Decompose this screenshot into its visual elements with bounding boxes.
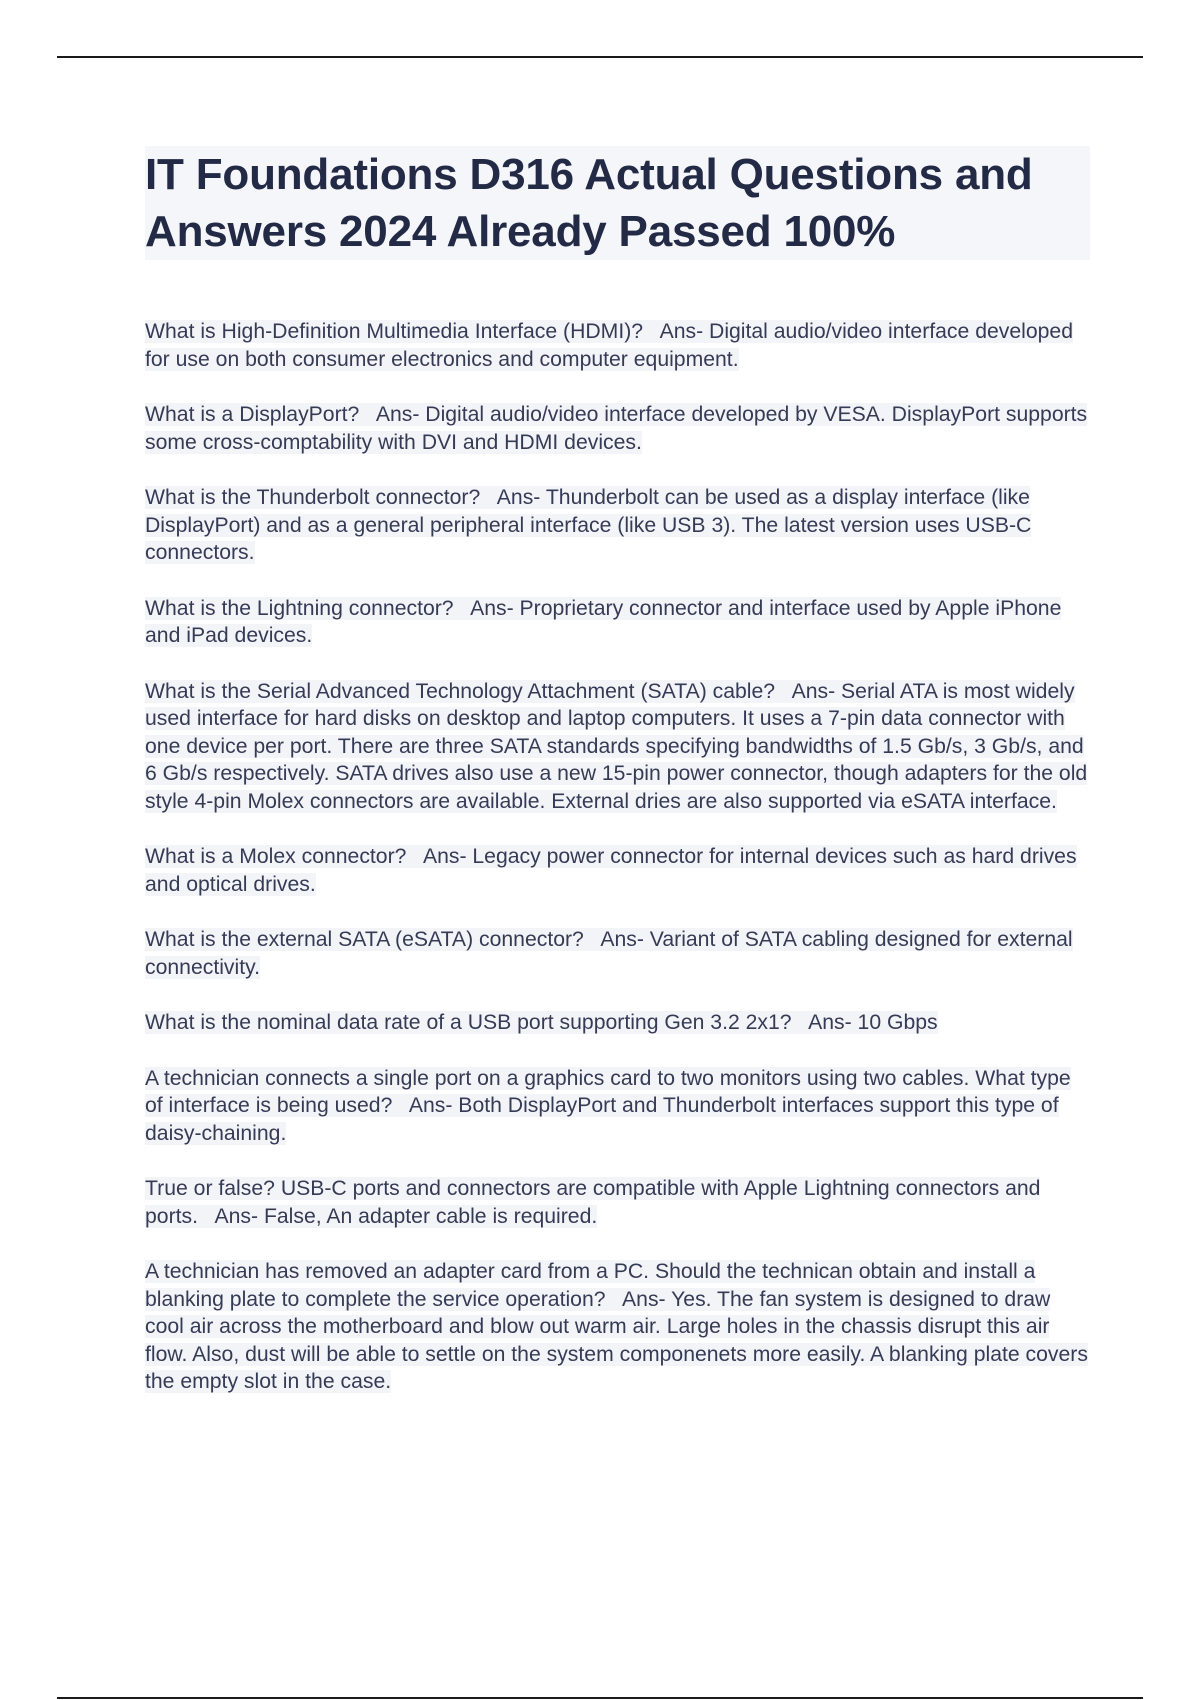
question-text: True or false? USB-C ports and connectors are compatible with Apple Lightning connectors and ports. [145,1177,1041,1228]
question-text: A technician has removed an adapter card from a PC. Should the technican obtain and install a blanking plate to complete the service operation? [145,1260,1036,1311]
qa-item [145,843,1090,898]
question-text: What is the Serial Advanced Technology Attachment (SATA) cable? [145,679,776,703]
answer-text: Ans- Proprietary connector and interface used by Apple iPhone and iPad devices. [145,596,1062,647]
qa-item [145,678,1090,816]
answer-text: Ans- 10 Gbps [808,1011,938,1034]
question-text: What is a Molex connector? [145,845,407,868]
header-rule [57,56,1143,58]
answer-text: Ans- Legacy power connector for internal devices such as hard drives and optical drives. [145,845,1077,896]
question-text: What is the external SATA (eSATA) connector? [145,928,584,951]
question-text: What is the Lightning connector? [145,596,454,620]
answer-text: Ans- Serial ATA is most widely used interface for hard disks on desktop and laptop computers. It uses a 7-pin data connector with one device per port. There are three SATA standards specifying bandwidths of 1.5 Gb/s, 3 Gb/s, and 6 Gb/s respectively. SATA drives also use a new 15-pin power connector, though adapters for the old style 4-pin Molex connectors are available. External dries are also supported via eSATA interface. [145,679,1088,813]
answer-text: Ans- False, An adapter cable is required. [214,1204,598,1228]
qa-item [145,318,1090,373]
answer-text: Ans- Variant of SATA cabling designed for external connectivity. [145,928,1073,979]
document-body [145,146,1090,1424]
question-text: What is the nominal data rate of a USB port supporting Gen 3.2 2x1? [145,1011,792,1034]
qa-item [145,595,1090,650]
qa-item [145,1009,1090,1037]
document-title: IT Foundations D316 Actual Questions and Answers 2024 Already Passed 100% [145,146,1090,260]
qa-item [145,926,1090,981]
qa-list [145,318,1090,1396]
question-text: What is a DisplayPort? [145,403,360,426]
qa-item [145,1258,1090,1396]
answer-text: Ans- Digital audio/video interface developed by VESA. DisplayPort supports some cross-comptability with DVI and HDMI devices. [145,403,1088,454]
question-text: A technician connects a single port on a graphics card to two monitors using two cables. What type of interface is being used? [145,1066,1071,1117]
qa-item [145,1065,1090,1148]
qa-item [145,484,1090,567]
answer-text: Ans- Thunderbolt can be used as a display interface (like DisplayPort) and as a general peripheral interface (like USB 3). The latest version uses USB-C connectors. [145,486,1032,564]
question-text: What is High-Definition Multimedia Interface (HDMI)? [145,320,644,343]
answer-text: Ans- Both DisplayPort and Thunderbolt interfaces support this type of daisy-chaining. [145,1094,1059,1145]
qa-item [145,401,1090,456]
answer-text: Ans- Yes. The fan system is designed to draw cool air across the motherboard and blow out warm air. Large holes in the chassis disrupt this air flow. Also, dust will be able to settle on the system componenets more easily. A blanking plate covers the empty slot in the case. [145,1287,1088,1393]
answer-text: Ans- Digital audio/video interface developed for use on both consumer electronics and computer equipment. [145,320,1073,371]
footer-rule [57,1697,1143,1699]
qa-item [145,1175,1090,1230]
question-text: What is the Thunderbolt connector? [145,486,481,509]
